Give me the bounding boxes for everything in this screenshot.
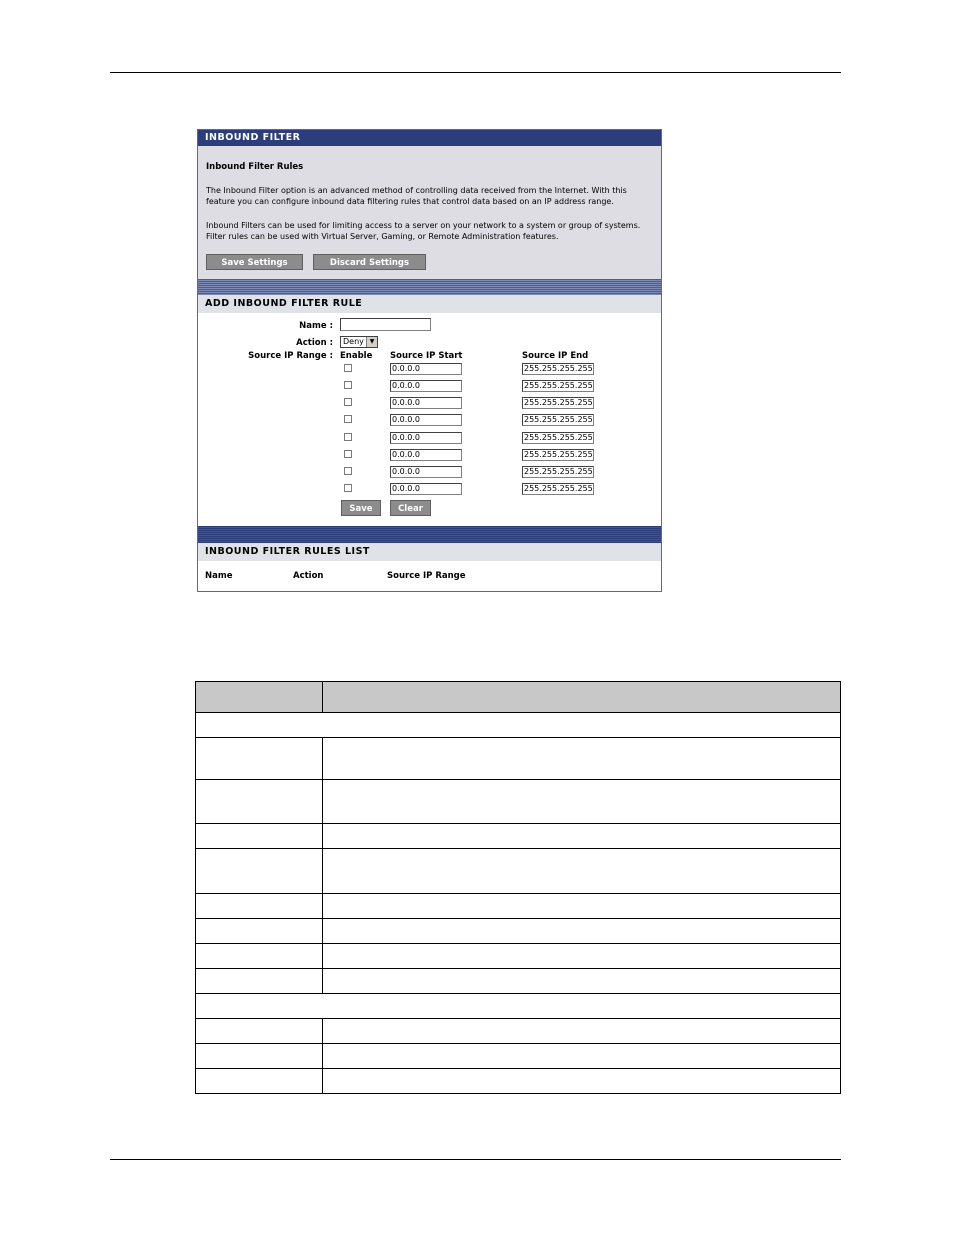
- table-cell: [196, 1019, 323, 1044]
- table-cell: [196, 738, 323, 780]
- intro-paragraph-2: Inbound Filters can be used for limiting access to a server on your network to a system or group of systems. Filter rules can be used with Virtual Server, Gaming, or Remote Administration features.: [206, 221, 641, 241]
- list-source-ip-range-column-header: Source IP Range: [387, 571, 466, 581]
- table-cell: [196, 682, 323, 713]
- source-ip-start-column-header: Source IP Start: [390, 351, 463, 361]
- table-row: [196, 1019, 841, 1044]
- page-header-rule: [110, 72, 841, 73]
- source-ip-end-input[interactable]: 255.255.255.255: [524, 381, 593, 390]
- source-ip-start-input[interactable]: 0.0.0.0: [390, 466, 462, 478]
- table-row: [196, 1044, 841, 1069]
- rules-list-header: INBOUND FILTER RULES LIST: [198, 543, 661, 561]
- table-cell: [196, 1044, 323, 1069]
- table-row: [196, 849, 841, 894]
- table-cell: [196, 944, 323, 969]
- section-divider: [198, 279, 661, 295]
- action-selected-value: Deny: [343, 337, 364, 346]
- description-table: [195, 681, 841, 1094]
- source-ip-start-input[interactable]: 0.0.0.0: [390, 380, 462, 392]
- table-cell: [323, 849, 841, 894]
- range-enable-checkbox[interactable]: [344, 364, 352, 372]
- action-select[interactable]: [340, 336, 378, 348]
- section-divider: [198, 526, 661, 543]
- table-cell: [196, 824, 323, 849]
- table-row: [196, 738, 841, 780]
- table-cell: [196, 994, 841, 1019]
- inbound-filter-title: INBOUND FILTER: [198, 130, 661, 146]
- source-ip-end-input[interactable]: 255.255.255.255: [524, 364, 593, 373]
- source-ip-start-input[interactable]: 0.0.0.0: [390, 432, 462, 444]
- source-ip-end-input[interactable]: 255.255.255.255: [524, 415, 593, 424]
- source-ip-end-input[interactable]: 255.255.255.255: [524, 450, 593, 459]
- table-section-row: [196, 994, 841, 1019]
- table-section-row: [196, 713, 841, 738]
- source-ip-end-input[interactable]: 255.255.255.255: [524, 433, 593, 442]
- list-name-column-header: Name: [205, 571, 233, 581]
- table-cell: [323, 919, 841, 944]
- range-enable-checkbox[interactable]: [344, 433, 352, 441]
- source-ip-end-column-header: Source IP End: [522, 351, 589, 361]
- table-cell: [196, 713, 841, 738]
- intro-panel: [198, 146, 661, 279]
- table-cell: [323, 682, 841, 713]
- page-footer-rule: [110, 1159, 841, 1160]
- table-cell: [323, 944, 841, 969]
- source-ip-end-input[interactable]: 255.255.255.255: [524, 484, 593, 493]
- table-header-row: [196, 682, 841, 713]
- source-ip-start-input[interactable]: 0.0.0.0: [390, 449, 462, 461]
- discard-settings-button[interactable]: Discard Settings: [313, 254, 426, 270]
- inbound-filter-rules-subtitle: Inbound Filter Rules: [206, 162, 304, 172]
- table-row: [196, 944, 841, 969]
- source-ip-range-label: Source IP Range :: [248, 351, 333, 361]
- table-cell: [196, 969, 323, 994]
- source-ip-start-input[interactable]: 0.0.0.0: [390, 397, 462, 409]
- table-row: [196, 894, 841, 919]
- save-settings-button[interactable]: Save Settings: [206, 254, 303, 270]
- table-row: [196, 824, 841, 849]
- table-cell: [196, 894, 323, 919]
- table-row: [196, 969, 841, 994]
- range-enable-checkbox[interactable]: [344, 381, 352, 389]
- source-ip-start-input[interactable]: 0.0.0.0: [390, 483, 462, 495]
- name-input[interactable]: [340, 318, 431, 331]
- table-cell: [196, 849, 323, 894]
- table-cell: [323, 1019, 841, 1044]
- table-cell: [196, 780, 323, 824]
- table-cell: [323, 1069, 841, 1094]
- range-enable-checkbox[interactable]: [344, 415, 352, 423]
- table-row: [196, 780, 841, 824]
- source-ip-start-input[interactable]: 0.0.0.0: [390, 363, 462, 375]
- source-ip-end-input[interactable]: 255.255.255.255: [524, 467, 593, 476]
- source-ip-start-input[interactable]: 0.0.0.0: [390, 414, 462, 426]
- inbound-filter-screenshot: [197, 129, 662, 592]
- range-enable-checkbox[interactable]: [344, 484, 352, 492]
- list-action-column-header: Action: [293, 571, 324, 581]
- table-cell: [323, 824, 841, 849]
- table-cell: [323, 780, 841, 824]
- add-rule-header: ADD INBOUND FILTER RULE: [198, 295, 661, 313]
- range-enable-checkbox[interactable]: [344, 467, 352, 475]
- clear-button[interactable]: Clear: [390, 500, 431, 516]
- table-cell: [323, 969, 841, 994]
- chevron-down-icon[interactable]: ▼: [366, 337, 377, 347]
- table-cell: [323, 1044, 841, 1069]
- table-row: [196, 1069, 841, 1094]
- table-cell: [323, 738, 841, 780]
- table-cell: [323, 894, 841, 919]
- enable-column-header: Enable: [340, 351, 373, 361]
- range-enable-checkbox[interactable]: [344, 450, 352, 458]
- name-label: Name :: [299, 321, 333, 331]
- table-cell: [196, 1069, 323, 1094]
- range-enable-checkbox[interactable]: [344, 398, 352, 406]
- intro-paragraph-1: The Inbound Filter option is an advanced method of controlling data received from the Internet. With this feature you can configure inbound data filtering rules that control data based on an IP address range.: [206, 186, 627, 206]
- table-row: [196, 919, 841, 944]
- action-label: Action :: [296, 338, 333, 348]
- source-ip-end-input[interactable]: 255.255.255.255: [524, 398, 593, 407]
- save-button[interactable]: Save: [341, 500, 381, 516]
- table-cell: [196, 919, 323, 944]
